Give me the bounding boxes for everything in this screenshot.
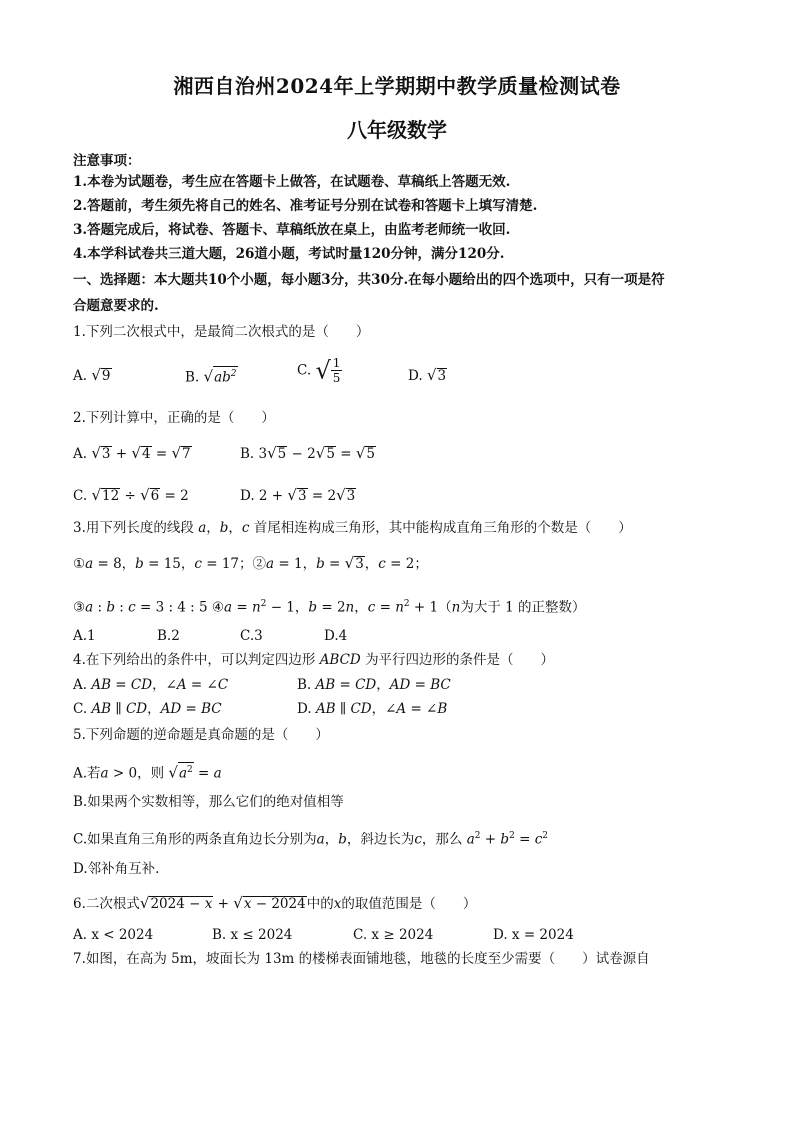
q5-option-d: D.邻补角互补. bbox=[73, 861, 160, 877]
q5-option-a: A.若a > 0，则 $√a^2 = a$ bbox=[73, 763, 222, 782]
q1-option-b: B. $√ab^2$ bbox=[185, 367, 237, 386]
q3-option-b: B.2 bbox=[157, 628, 180, 644]
q6-option-b: B. x ≤ 2024 bbox=[212, 927, 293, 943]
q2-option-c: C. √12 ÷ √6 = 2 bbox=[73, 486, 189, 504]
exam-subtitle: 八年级数学 bbox=[347, 118, 447, 142]
q3-option-d: D.4 bbox=[324, 628, 348, 644]
q4-option-d: D. AB ∥ CD，∠A = ∠B bbox=[297, 701, 448, 717]
q6-option-c: C. x ≥ 2024 bbox=[353, 927, 434, 943]
q3-option-a: A.1 bbox=[73, 628, 96, 644]
q4-option-b: B. AB = CD，AD = BC bbox=[297, 677, 451, 693]
q2-option-d: D. 2 + √3 = 2√3 bbox=[240, 486, 356, 504]
q2-option-a: A. √3 + √4 = √7 bbox=[73, 444, 191, 462]
q5-option-c: C.如果直角三角形的两条直角边长分别为a，b，斜边长为c，那么 $a^2 + b^2 = c^2$ bbox=[73, 831, 549, 848]
question-1-stem: 1.下列二次根式中，是最简二次根式的是（ ） bbox=[73, 324, 370, 340]
q4-option-c: C. AB ∥ CD，AD = BC bbox=[73, 701, 222, 717]
q1-option-c: C. √ $\frac{1}{5}$ bbox=[297, 356, 341, 385]
q3-option-c: C.3 bbox=[240, 628, 263, 644]
question-3-stem: 3.用下列长度的线段 a，b，c 首尾相连构成三角形，其中能构成直角三角形的个数是（ ） bbox=[73, 520, 632, 536]
question-4-stem: 4.在下列给出的条件中，可以判定四边形 ABCD 为平行四边形的条件是（ ） bbox=[73, 652, 555, 668]
q4-option-a: A. AB = CD，∠A = ∠C bbox=[73, 677, 229, 693]
note-item-1: 1.本卷为试题卷，考生应在答题卡上做答，在试题卷、草稿纸上答题无效. bbox=[73, 174, 511, 190]
section-heading-line1: 一、选择题：本大题共10个小题，每小题3分，共30分.在每小题给出的四个选项中，只有一项是符 bbox=[73, 272, 665, 288]
q2-option-b: B. 3√5 − 2√5 = √5 bbox=[240, 444, 375, 462]
question-2-stem: 2.下列计算中，正确的是（ ） bbox=[73, 410, 275, 426]
q3-conditions-1: ①a = 8，b = 15，c = 17；②a = 1，b = √3，c = 2； bbox=[73, 554, 428, 572]
exam-title: 湘西自治州2024年上学期期中教学质量检测试卷 bbox=[173, 74, 621, 98]
question-6-stem: 6.二次根式√2024 − x + √x − 2024中的x的取值范围是（ ） bbox=[73, 894, 477, 912]
q1-option-a: A. √9 bbox=[73, 366, 111, 384]
question-7-stem: 7.如图，在高为 5m，坡面长为 13m 的楼梯表面铺地毯，地毯的长度至少需要（ ）试卷源自 bbox=[73, 951, 650, 967]
note-item-2: 2.答题前，考生须先将自己的姓名、准考证号分别在试卷和答题卡上填写清楚. bbox=[73, 198, 538, 214]
note-item-4: 4.本学科试卷共三道大题，26道小题，考试时量120分钟，满分120分. bbox=[73, 246, 505, 262]
note-item-3: 3.答题完成后，将试卷、答题卡、草稿纸放在桌上，由监考老师统一收回. bbox=[73, 222, 511, 238]
q1-option-d: D. √3 bbox=[408, 366, 447, 384]
q5-option-b: B.如果两个实数相等，那么它们的绝对值相等 bbox=[73, 794, 344, 810]
section-heading-line2: 合题意要求的. bbox=[73, 298, 159, 314]
q3-conditions-2: ③a : b : c = 3 : 4 : 5 ④a = $n^2 - 1$，b = 2n，$c = n^2 + 1(n$为大于 1 的正整数） bbox=[73, 599, 586, 616]
q6-option-d: D. x = 2024 bbox=[493, 927, 574, 943]
question-5-stem: 5.下列命题的逆命题是真命题的是（ ） bbox=[73, 727, 329, 743]
q6-option-a: A. x < 2024 bbox=[73, 927, 154, 943]
notes-heading: 注意事项： bbox=[73, 153, 141, 169]
